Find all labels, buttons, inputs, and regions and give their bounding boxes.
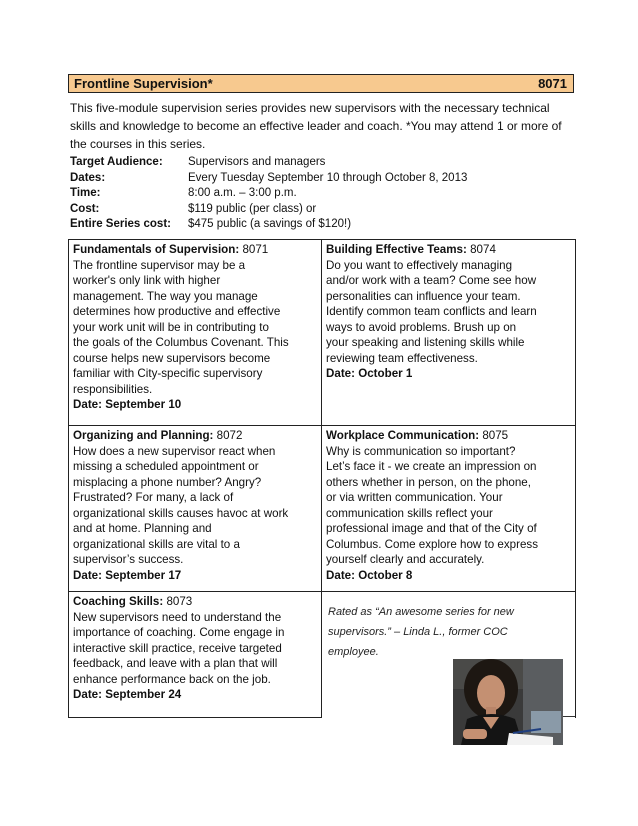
description-line: your work unit will be in contributing to (73, 320, 269, 334)
course-description (326, 258, 571, 367)
description-line: personalities can influence your team. (326, 289, 521, 303)
course-table (68, 239, 576, 718)
detail-row (70, 155, 467, 171)
testimonial-photo (453, 659, 563, 745)
description-line: familiar with City-specific supervisory (73, 367, 263, 381)
description-line: or via written communication. Your (326, 491, 503, 505)
description-line: and at home. Planning and (73, 522, 212, 536)
description-line: worker's only link with higher (73, 274, 221, 288)
course-code: 8073 (166, 595, 193, 608)
series-title-bar (68, 74, 574, 93)
description-line: importance of coaching. Come engage in (73, 626, 285, 640)
course-title: Fundamentals of Supervision: (73, 243, 240, 256)
detail-label: Cost: (70, 202, 100, 215)
description-line: missing a scheduled appointment or (73, 460, 259, 474)
quote-line: supervisors.” – Linda L., former COC (328, 626, 508, 638)
course-date: Date: October 1 (326, 367, 413, 381)
course-description (73, 610, 317, 688)
description-line: New supervisors need to understand the (73, 610, 282, 624)
course-title: Coaching Skills: (73, 595, 164, 608)
course-description (73, 444, 317, 568)
description-line: Identify common team conflicts and learn (326, 305, 537, 319)
detail-label: Entire Series cost: (70, 218, 171, 231)
description-line: your speaking and listening skills while (326, 336, 525, 350)
description-line: Columbus. Come explore how to express (326, 537, 539, 551)
description-line: interactive skill practice, receive targeted (73, 641, 282, 655)
description-line: How does a new supervisor react when (73, 444, 276, 458)
course-title: Building Effective Teams: (326, 243, 467, 256)
course-cell-communication (322, 426, 576, 592)
detail-value: Supervisors and managers (188, 156, 326, 168)
course-date: Date: September 24 (73, 688, 182, 702)
course-cell-organizing (69, 426, 322, 592)
description-line: responsibilities. (73, 382, 153, 396)
detail-label: Time: (70, 187, 101, 200)
description-line: feedback, and leave with a plan that will (73, 657, 278, 671)
description-line: enhance performance back on the job. (73, 672, 271, 686)
detail-row (70, 171, 467, 187)
description-line: misplacing a phone number? Angry? (73, 475, 262, 489)
detail-row (70, 217, 467, 233)
course-date: Date: September 17 (73, 568, 182, 582)
course-code: 8072 (216, 429, 243, 442)
description-line: professional image and that of the City of (326, 522, 537, 536)
series-code: 8071 (538, 76, 567, 91)
course-title: Workplace Communication: (326, 429, 480, 442)
course-code: 8074 (470, 243, 496, 256)
description-line: Let’s face it - we create an impression on (326, 460, 537, 474)
course-cell-fundamentals (69, 240, 322, 426)
description-line: organizational skills are vital to a (73, 537, 240, 551)
series-intro: This five-module supervision series provides new supervisors with the necessary technical skills and knowledge to become an effective leader and coach. *You may attend 1 or more of the courses in this series. (70, 101, 562, 151)
course-date: Date: October 8 (326, 568, 413, 582)
course-cell-coaching (69, 592, 322, 718)
detail-label: Dates: (70, 171, 106, 184)
description-line: communication skills reflect your (326, 506, 493, 520)
description-line: Why is communication so important? (326, 444, 516, 458)
course-date: Date: September 10 (73, 398, 182, 412)
detail-label: Target Audience: (70, 156, 163, 168)
course-code: 8075 (482, 429, 509, 442)
course-description (73, 258, 317, 398)
detail-row (70, 186, 467, 202)
detail-value: $119 public (per class) or (188, 202, 317, 215)
description-line: determines how productive and effective (73, 305, 281, 319)
testimonial-quote (326, 602, 571, 662)
quote-line: employee. (328, 646, 379, 658)
description-line: Frustrated? For many, a lack of (73, 491, 234, 505)
detail-value: 8:00 a.m. – 3:00 p.m. (188, 187, 297, 200)
description-line: the goals of the Columbus Covenant. This (73, 336, 289, 350)
series-title: Frontline Supervision* (74, 76, 213, 91)
detail-value: Every Tuesday September 10 through October 8, 2013 (188, 171, 468, 184)
detail-value: $475 public (a savings of $120!) (188, 218, 352, 231)
description-line: ways to avoid problems. Brush up on (326, 320, 517, 334)
course-title: Organizing and Planning: (73, 429, 214, 442)
description-line: reviewing team effectiveness. (326, 351, 478, 365)
detail-row (70, 202, 467, 218)
description-line: The frontline supervisor may be a (73, 258, 246, 272)
description-line: Do you want to effectively managing (326, 258, 513, 272)
description-line: and/or work with a team? Come see how (326, 274, 537, 288)
description-line: course helps new supervisors become (73, 351, 271, 365)
woman-portrait-image (453, 659, 563, 745)
description-line: management. The way you manage (73, 289, 258, 303)
description-line: others whether in person, on the phone, (326, 475, 531, 489)
course-cell-teams (322, 240, 576, 426)
course-code: 8071 (242, 243, 269, 256)
course-description (326, 444, 571, 568)
details-list (70, 155, 467, 233)
description-line: organizational skills causes havoc at work (73, 506, 289, 520)
quote-line: Rated as “An awesome series for new (328, 606, 514, 618)
description-line: supervisor’s success. (73, 553, 184, 567)
description-line: yourself clearly and accurately. (326, 553, 485, 567)
